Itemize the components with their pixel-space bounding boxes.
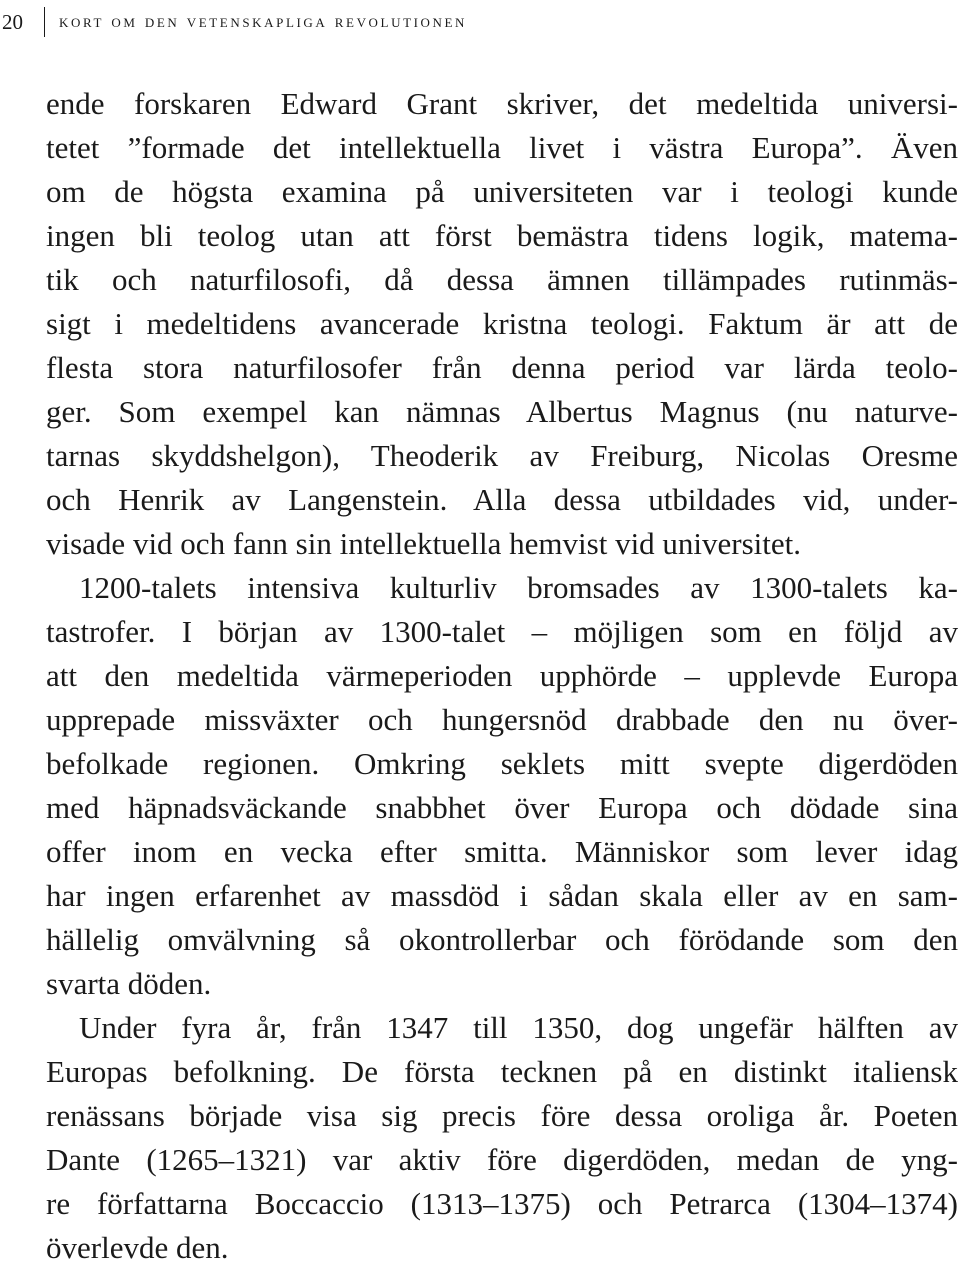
text-line: flesta stora naturfilosofer från denna period var lärda teolo-	[46, 350, 958, 385]
text-line: om de högsta examina på universiteten var i teologi kunde	[46, 174, 958, 209]
text-line: 1200-talets intensiva kulturliv bromsades av 1300-talets ka-	[79, 570, 958, 605]
text-line: visade vid och fann sin intellektuella hemvist vid universitet.	[46, 526, 802, 561]
text-line: sigt i medeltidens avancerade kristna teologi. Faktum är att de	[46, 306, 958, 341]
text-line: tetet ”formade det intellektuella livet i västra Europa”. Även	[46, 130, 958, 165]
header-divider	[44, 7, 45, 37]
text-line: överlevde den.	[46, 1230, 229, 1265]
text-line: Dante (1265–1321) var aktiv före digerdöden, medan de yng-	[46, 1142, 958, 1177]
text-line: ger. Som exempel kan nämnas Albertus Magnus (nu naturve-	[46, 394, 958, 429]
text-line: med häpnadsväckande snabbhet över Europa och dödade sina	[46, 790, 958, 825]
text-line: svarta döden.	[46, 966, 212, 1001]
text-line: Under fyra år, från 1347 till 1350, dog ungefär hälften av	[79, 1010, 958, 1045]
text-line: Europas befolkning. De första tecknen på en distinkt italiensk	[46, 1054, 958, 1089]
page-number: 20	[2, 9, 23, 34]
text-line: tarnas skyddshelgon), Theoderik av Freiburg, Nicolas Oresme	[46, 438, 958, 473]
running-head	[0, 6, 467, 38]
running-title: kort om den vetenskapliga revolutionen	[59, 11, 468, 32]
text-line: befolkade regionen. Omkring seklets mitt svepte digerdöden	[46, 746, 958, 781]
text-line: har ingen erfarenhet av massdöd i sådan skala eller av en sam-	[46, 878, 958, 913]
text-line: renässans började visa sig precis före dessa oroliga år. Poeten	[46, 1098, 958, 1133]
text-line: hällelig omvälvning så okontrollerbar och förödande som den	[46, 922, 958, 957]
text-line: att den medeltida värmeperioden upphörde – upplevde Europa	[46, 658, 958, 693]
text-line: offer inom en vecka efter smitta. Människor som lever idag	[46, 834, 958, 869]
text-line: tik och naturfilosofi, då dessa ämnen tillämpades rutinmäs-	[46, 262, 958, 297]
text-line: ende forskaren Edward Grant skriver, det medeltida universi-	[46, 86, 958, 121]
text-line: tastrofer. I början av 1300-talet – möjligen som en följd av	[46, 614, 958, 649]
text-line: re författarna Boccaccio (1313–1375) och Petrarca (1304–1374)	[46, 1186, 958, 1221]
text-line: upprepade missväxter och hungersnöd drabbade den nu över-	[46, 702, 958, 737]
text-line: och Henrik av Langenstein. Alla dessa utbildades vid, under-	[46, 482, 958, 517]
body-text	[46, 82, 958, 1270]
text-line: ingen bli teolog utan att först bemästra tidens logik, matema-	[46, 218, 958, 253]
